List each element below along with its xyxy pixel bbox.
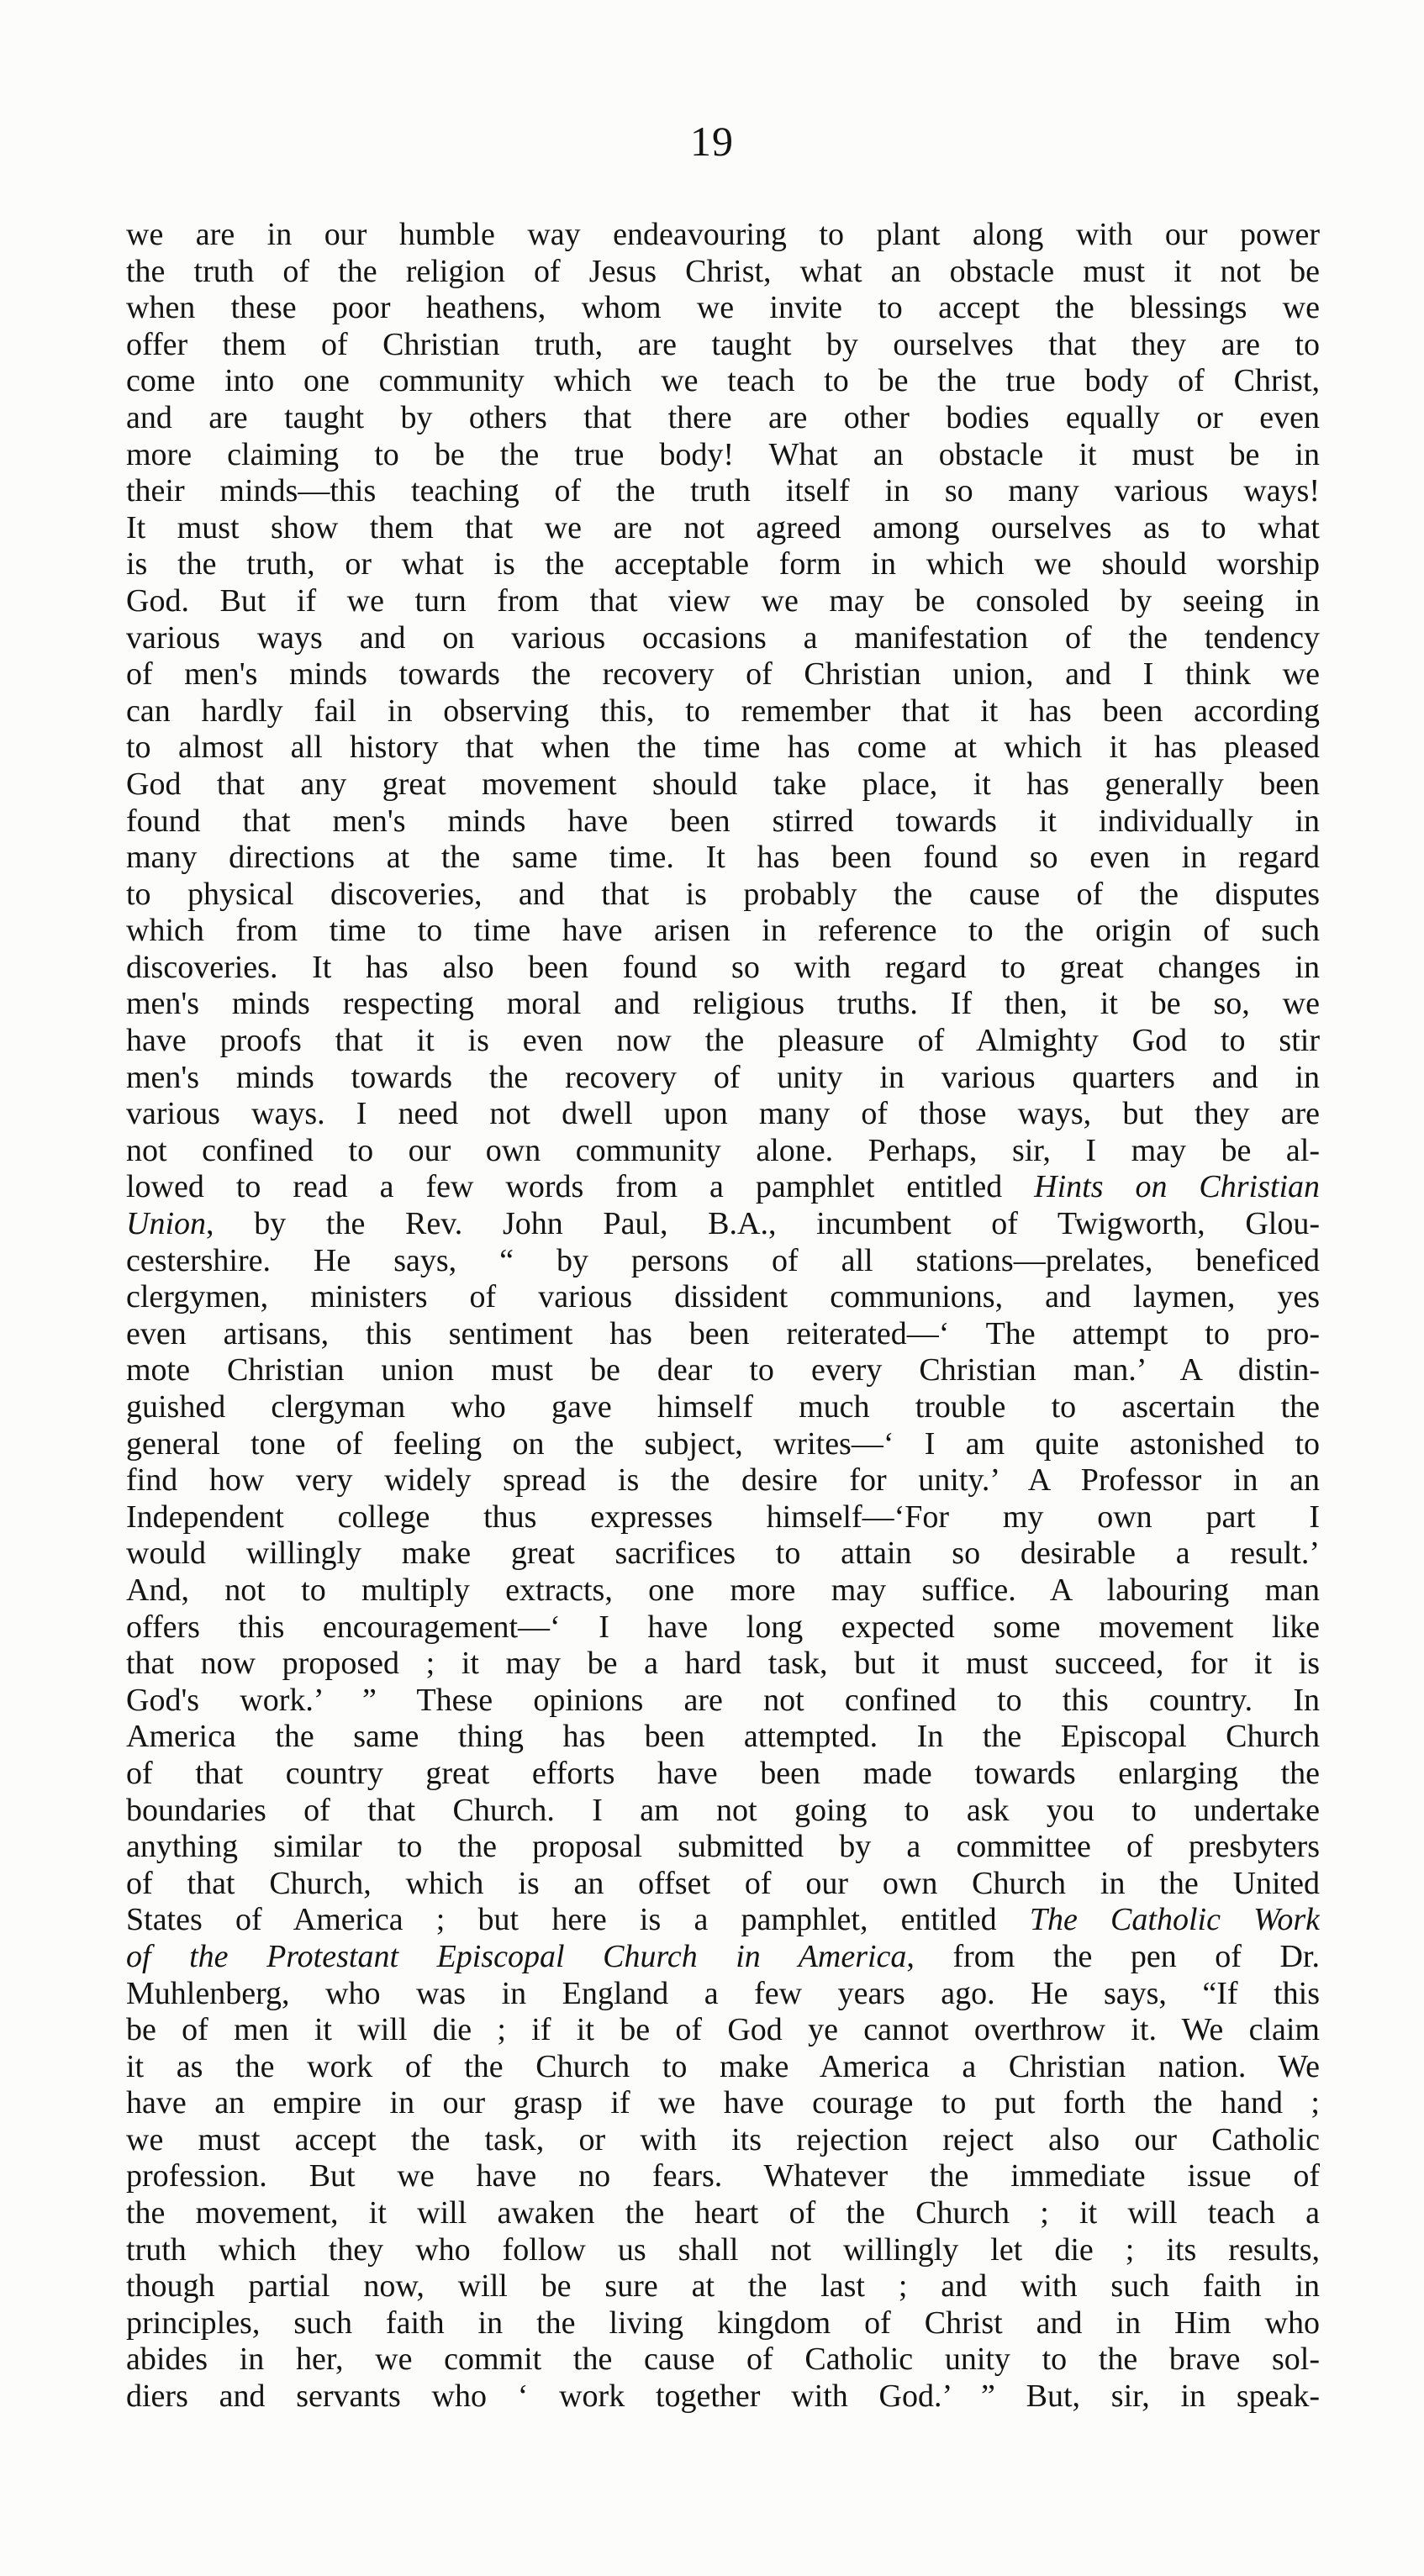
page-number: 19 — [690, 118, 734, 165]
text-line: the movement, it will awaken the heart of the Church ; it will teach a — [126, 2195, 1320, 2231]
text-line: various ways. I need not dwell upon many of those ways, but they are — [126, 1096, 1320, 1132]
text-line: cestershire. He says, “ by persons of all stations—prelates, beneficed — [126, 1242, 1320, 1278]
text-line: of men's minds towards the recovery of Christian union, and I think we — [126, 656, 1320, 693]
text-line: and are taught by others that there are other bodies equally or even — [126, 399, 1320, 435]
text-line: to almost all history that when the time has come at which it has pleased — [126, 730, 1320, 766]
text-line: mote Christian union must be dear to every Christian man.’ A distin- — [126, 1352, 1320, 1388]
text-line: even artisans, this sentiment has been reiterated—‘ The attempt to pro- — [126, 1315, 1320, 1351]
text-line: find how very widely spread is the desire for unity.’ A Professor in an — [126, 1462, 1320, 1499]
text-line: found that men's minds have been stirred towards it individually in — [126, 803, 1320, 839]
text-line: to physical discoveries, and that is probably the cause of the disputes — [126, 876, 1320, 912]
text-line: God's work.’ ” These opinions are not confined to this country. In — [126, 1682, 1320, 1718]
text-line: have an empire in our grasp if we have courage to put forth the hand ; — [126, 2085, 1320, 2121]
text-line: it as the work of the Church to make America a Christian nation. We — [126, 2048, 1320, 2084]
text-line: come into one community which we teach to be the true body of Christ, — [126, 363, 1320, 399]
text-line: men's minds respecting moral and religious truths. If then, it be so, we — [126, 986, 1320, 1022]
text-line: not confined to our own community alone. Perhaps, sir, I may be al- — [126, 1132, 1320, 1168]
text-line: discoveries. It has also been found so with regard to great changes in — [126, 949, 1320, 985]
text-line: of that Church, which is an offset of our own Church in the United — [126, 1865, 1320, 1901]
text-line: which from time to time have arisen in reference to the origin of such — [126, 913, 1320, 949]
text-line: It must show them that we are not agreed among ourselves as to what — [126, 509, 1320, 545]
text-line: principles, such faith in the living kingdom of Christ and in Him who — [126, 2305, 1320, 2341]
text-line: clergymen, ministers of various dissident communions, and laymen, yes — [126, 1279, 1320, 1315]
text-line: is the truth, or what is the acceptable form in which we should worship — [126, 546, 1320, 582]
text-line: God. But if we turn from that view we may be consoled by seeing in — [126, 582, 1320, 619]
text-line: be of men it will die ; if it be of God ye cannot overthrow it. We claim — [126, 2012, 1320, 2048]
body-text — [126, 217, 1320, 2415]
text-line: of that country great efforts have been made towards enlarging the — [126, 1755, 1320, 1791]
text-line: we must accept the task, or with its rejection reject also our Catholic — [126, 2121, 1320, 2157]
text-line: boundaries of that Church. I am not going to ask you to undertake — [126, 1792, 1320, 1828]
text-line: more claiming to be the true body! What an obstacle it must be in — [126, 436, 1320, 472]
text-line: States of America ; but here is a pamphlet, entitled The Catholic Work — [126, 1902, 1320, 1938]
text-line: profession. But we have no fears. Whatever the immediate issue of — [126, 2158, 1320, 2194]
text-line: various ways and on various occasions a manifestation of the tendency — [126, 619, 1320, 656]
text-line: have proofs that it is even now the pleasure of Almighty God to stir — [126, 1023, 1320, 1059]
text-line: that now proposed ; it may be a hard task, but it must succeed, for it is — [126, 1646, 1320, 1682]
text-line: many directions at the same time. It has been found so even in regard — [126, 840, 1320, 876]
text-line: of the Protestant Episcopal Church in America, from the pen of Dr. — [126, 1938, 1320, 1974]
text-line: men's minds towards the recovery of unity in various quarters and in — [126, 1059, 1320, 1095]
text-line: diers and servants who ‘ work together with God.’ ” But, sir, in speak- — [126, 2378, 1320, 2415]
text-line: offers this encouragement—‘ I have long expected some movement like — [126, 1609, 1320, 1645]
text-line: Independent college thus expresses himself—‘For my own part I — [126, 1499, 1320, 1535]
text-line: the truth of the religion of Jesus Christ, what an obstacle must it not be — [126, 253, 1320, 289]
text-line: general tone of feeling on the subject, writes—‘ I am quite astonished to — [126, 1425, 1320, 1462]
text-line: their minds—this teaching of the truth itself in so many various ways! — [126, 473, 1320, 509]
text-line: anything similar to the proposal submitted by a committee of presbyters — [126, 1829, 1320, 1865]
text-line: truth which they who follow us shall not willingly let die ; its results, — [126, 2231, 1320, 2268]
text-line: offer them of Christian truth, are taught by ourselves that they are to — [126, 326, 1320, 362]
text-line: God that any great movement should take place, it has generally been — [126, 766, 1320, 802]
text-line: guished clergyman who gave himself much trouble to ascertain the — [126, 1389, 1320, 1425]
text-line: we are in our humble way endeavouring to plant along with our power — [126, 217, 1320, 252]
text-line: abides in her, we commit the cause of Catholic unity to the brave sol- — [126, 2342, 1320, 2378]
text-line: Muhlenberg, who was in England a few years ago. He says, “If this — [126, 1975, 1320, 2011]
text-line: when these poor heathens, whom we invite to accept the blessings we — [126, 290, 1320, 326]
text-line: though partial now, will be sure at the last ; and with such faith in — [126, 2268, 1320, 2305]
text-line: would willingly make great sacrifices to attain so desirable a result.’ — [126, 1536, 1320, 1572]
text-line: And, not to multiply extracts, one more may suffice. A labouring man — [126, 1572, 1320, 1608]
text-line: can hardly fail in observing this, to remember that it has been according — [126, 693, 1320, 729]
text-line: lowed to read a few words from a pamphlet entitled Hints on Christian — [126, 1169, 1320, 1205]
text-line: Union, by the Rev. John Paul, B.A., incumbent of Twigworth, Glou- — [126, 1206, 1320, 1242]
text-line: America the same thing has been attempted. In the Episcopal Church — [126, 1719, 1320, 1755]
